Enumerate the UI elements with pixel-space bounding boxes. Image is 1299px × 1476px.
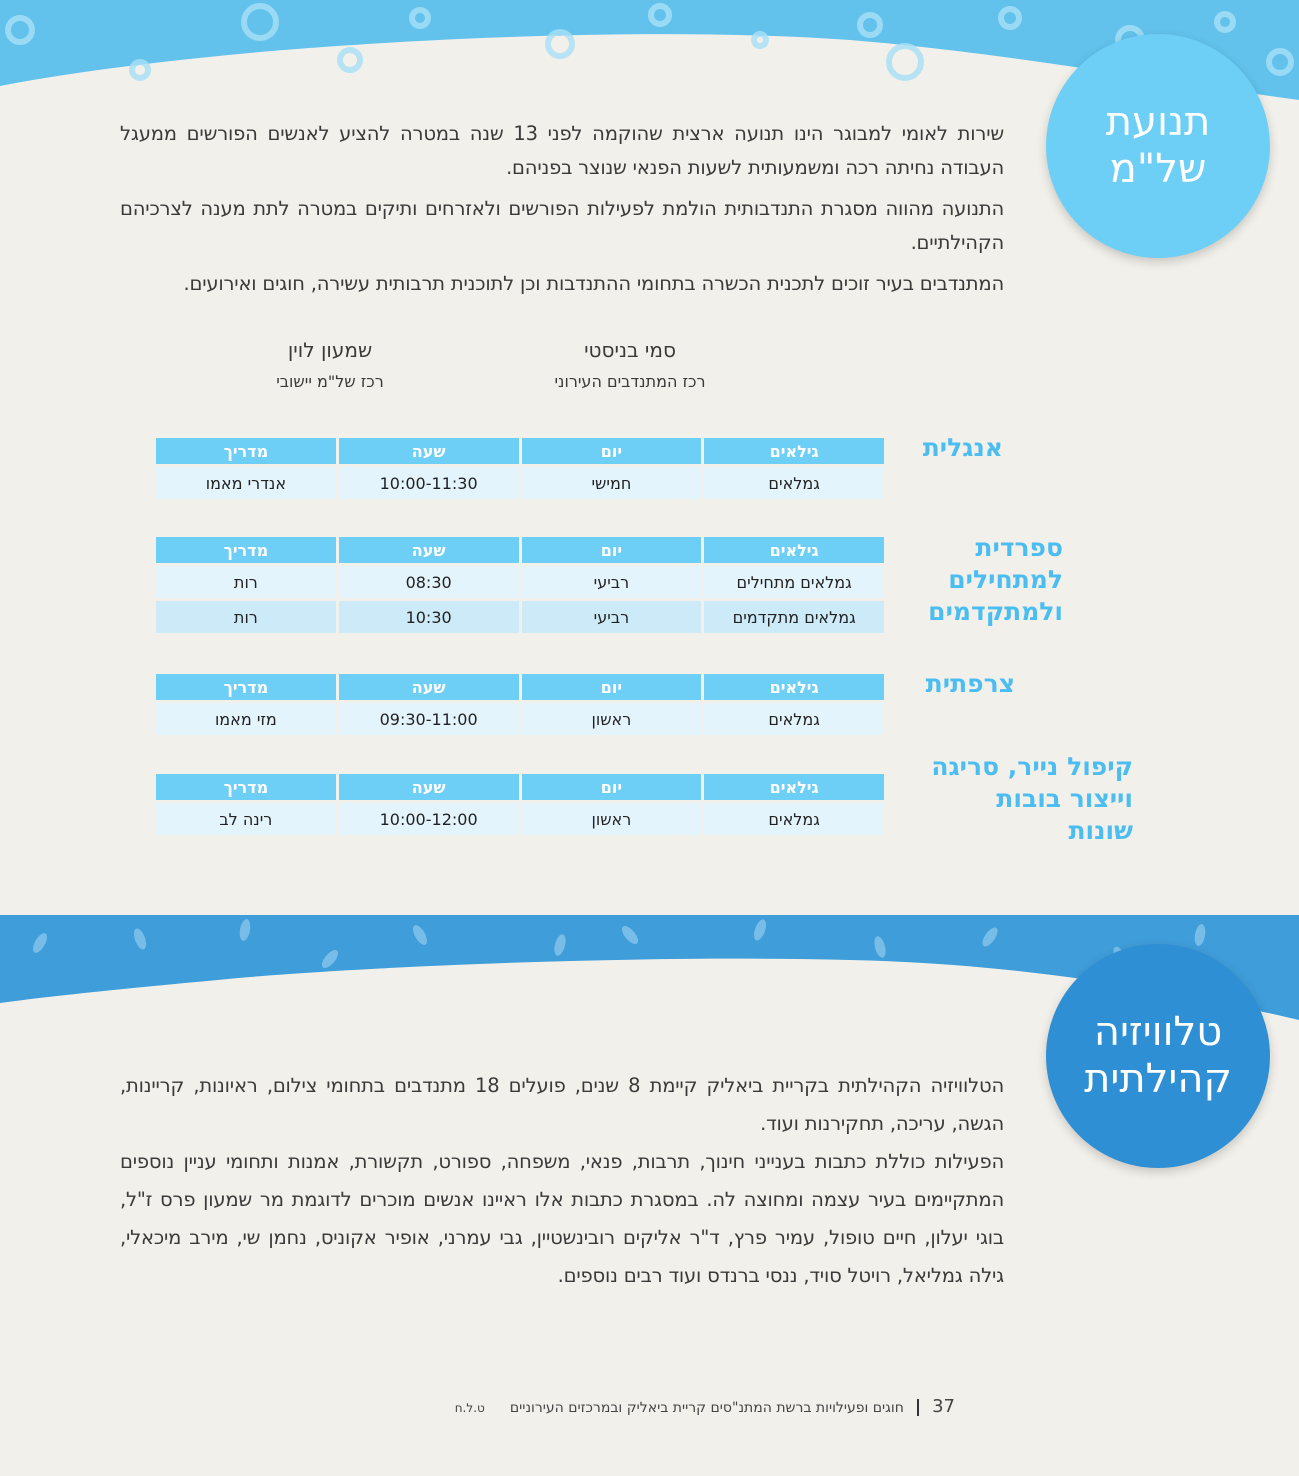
header-time: שעה xyxy=(339,774,519,800)
table-header-row xyxy=(156,438,884,464)
course-table-spanish xyxy=(153,534,887,636)
table-row xyxy=(156,467,884,499)
course-title-french xyxy=(926,668,1015,700)
section2-body-text xyxy=(120,1067,1004,1295)
cell-instructor: רינה לב xyxy=(156,803,336,835)
course-title-spanish xyxy=(928,532,1063,628)
course-title-text: צרפתית xyxy=(925,669,1015,698)
table-header-row xyxy=(156,537,884,563)
signature-block xyxy=(520,338,740,391)
cell-day: חמישי xyxy=(522,467,702,499)
cell-day: ראשון xyxy=(522,703,702,735)
paragraph: הפעילות כוללת כתבות בענייני חינוך, תרבות, פנאי, משפחה, ספורט, תקשורת, אמנות ותחומי עניין נוספים המתקיימים בעיר עצמה ומחוצה לה. במסגרת כתבות אלו ראיינו אנשים מוכרים לדוגמת מר שמעון פרס ז"ל, בוגי יעלון, חיים טופול, עמיר פרץ, ד"ר אליקים רובינשטיין, גבי עמרני, אופיר אקוניס, נחמן שי, מירב מיכאלי, גילה גמליאל, רויטל סויד, ננסי ברנדס ועוד רבים נוספים. xyxy=(120,1150,1004,1287)
signature-name: סמי בניסטי xyxy=(584,338,676,362)
section-title-line2: קהילתית xyxy=(1084,1056,1232,1102)
table-row xyxy=(156,703,884,735)
footer-text: חוגים ופעילויות ברשת המתנ"סים קריית ביאליק ובמרכזים העירוניים xyxy=(509,1400,904,1416)
table-header-row xyxy=(156,774,884,800)
cell-instructor: אנדרי מאמו xyxy=(156,467,336,499)
cell-day: ראשון xyxy=(522,803,702,835)
header-day: יום xyxy=(522,774,702,800)
header-time: שעה xyxy=(339,438,519,464)
section-title-line1: תנועת xyxy=(1105,98,1211,145)
signature-role: רכז המתנדבים העירוני xyxy=(554,372,706,391)
signature-block xyxy=(240,338,420,391)
course-title-line: שונות xyxy=(1068,816,1133,845)
course-title-origami xyxy=(931,751,1133,847)
cell-day: רביעי xyxy=(522,566,702,598)
course-table-origami xyxy=(153,771,887,838)
header-instructor: מדריך xyxy=(156,537,336,563)
table-row xyxy=(156,601,884,633)
course-title-text: אנגלית xyxy=(922,433,1003,462)
cell-time: 08:30 xyxy=(339,566,519,598)
course-table-english xyxy=(153,435,887,502)
header-ages: גילאים xyxy=(704,774,884,800)
header-time: שעה xyxy=(339,674,519,700)
footer-divider xyxy=(917,1399,919,1416)
cell-time: 10:00-11:30 xyxy=(339,467,519,499)
course-table-french xyxy=(153,671,887,738)
header-day: יום xyxy=(522,674,702,700)
course-title-line: ולמתקדמים xyxy=(928,597,1063,626)
header-instructor: מדריך xyxy=(156,438,336,464)
header-instructor: מדריך xyxy=(156,774,336,800)
table-header-row xyxy=(156,674,884,700)
cell-instructor: רות xyxy=(156,601,336,633)
page-number: 37 xyxy=(932,1396,955,1417)
cell-day: רביעי xyxy=(522,601,702,633)
section-title-line1: טלוויזיה xyxy=(1093,1008,1223,1055)
cell-instructor: רות xyxy=(156,566,336,598)
paragraph: שירות לאומי למבוגר הינו תנועה ארצית שהוקמה לפני 13 שנה במטרה להציע לאנשים הפורשים ממעגל העבודה נחיתה רכה ומשמעותית לשעות הפנאי שנוצר בפניהם. xyxy=(120,122,1004,179)
header-instructor: מדריך xyxy=(156,674,336,700)
cell-ages: גמלאים xyxy=(704,703,884,735)
paragraph: המתנדבים בעיר זוכים לתכנית הכשרה בתחומי ההתנדבות וכן לתוכנית תרבותית עשירה, חוגים ואירועים. xyxy=(183,272,1004,295)
cell-ages: גמלאים מתקדמים xyxy=(704,601,884,633)
cell-time: 10:30 xyxy=(339,601,519,633)
section-title-badge-community-tv xyxy=(1046,944,1270,1168)
cell-ages: גמלאים מתחילים xyxy=(704,566,884,598)
header-ages: גילאים xyxy=(704,537,884,563)
cell-time: 09:30-11:00 xyxy=(339,703,519,735)
course-title-english xyxy=(923,432,1003,464)
cell-time: 10:00-12:00 xyxy=(339,803,519,835)
course-title-line: קיפול נייר, סריגה xyxy=(931,752,1133,781)
page-footer xyxy=(330,1396,955,1417)
paragraph: התנועה מהווה מסגרת התנדבותית הולמת לפעילות הפורשים ולאזרחים ותיקים במטרה לתת מענה לצרכיהם הקהילתיים. xyxy=(120,197,1004,254)
section1-body-text xyxy=(120,117,1004,308)
cell-ages: גמלאים xyxy=(704,467,884,499)
header-ages: גילאים xyxy=(704,674,884,700)
signature-name: שמעון לוין xyxy=(287,338,373,362)
cell-ages: גמלאים xyxy=(704,803,884,835)
header-ages: גילאים xyxy=(704,438,884,464)
header-day: יום xyxy=(522,438,702,464)
footer-code: ט.ל.ח xyxy=(454,1401,485,1415)
section-title-line2: של"מ xyxy=(1109,146,1207,192)
signature-role: רכז של"מ יישובי xyxy=(276,372,384,391)
cell-instructor: מזי מאמו xyxy=(156,703,336,735)
course-title-line: וייצור בובות xyxy=(996,784,1133,813)
header-time: שעה xyxy=(339,537,519,563)
course-title-line: למתחילים xyxy=(948,565,1063,594)
table-row xyxy=(156,803,884,835)
course-title-line: ספרדית xyxy=(975,533,1063,562)
table-row xyxy=(156,566,884,598)
header-day: יום xyxy=(522,537,702,563)
section-title-badge-shlam xyxy=(1046,34,1270,258)
paragraph: הטלוויזיה הקהילתית בקריית ביאליק קיימת 8 שנים, פועלים 18 מתנדבים בתחומי צילום, ראיונות, קריינות, הגשה, עריכה, תחקירנות ועוד. xyxy=(120,1074,1004,1135)
